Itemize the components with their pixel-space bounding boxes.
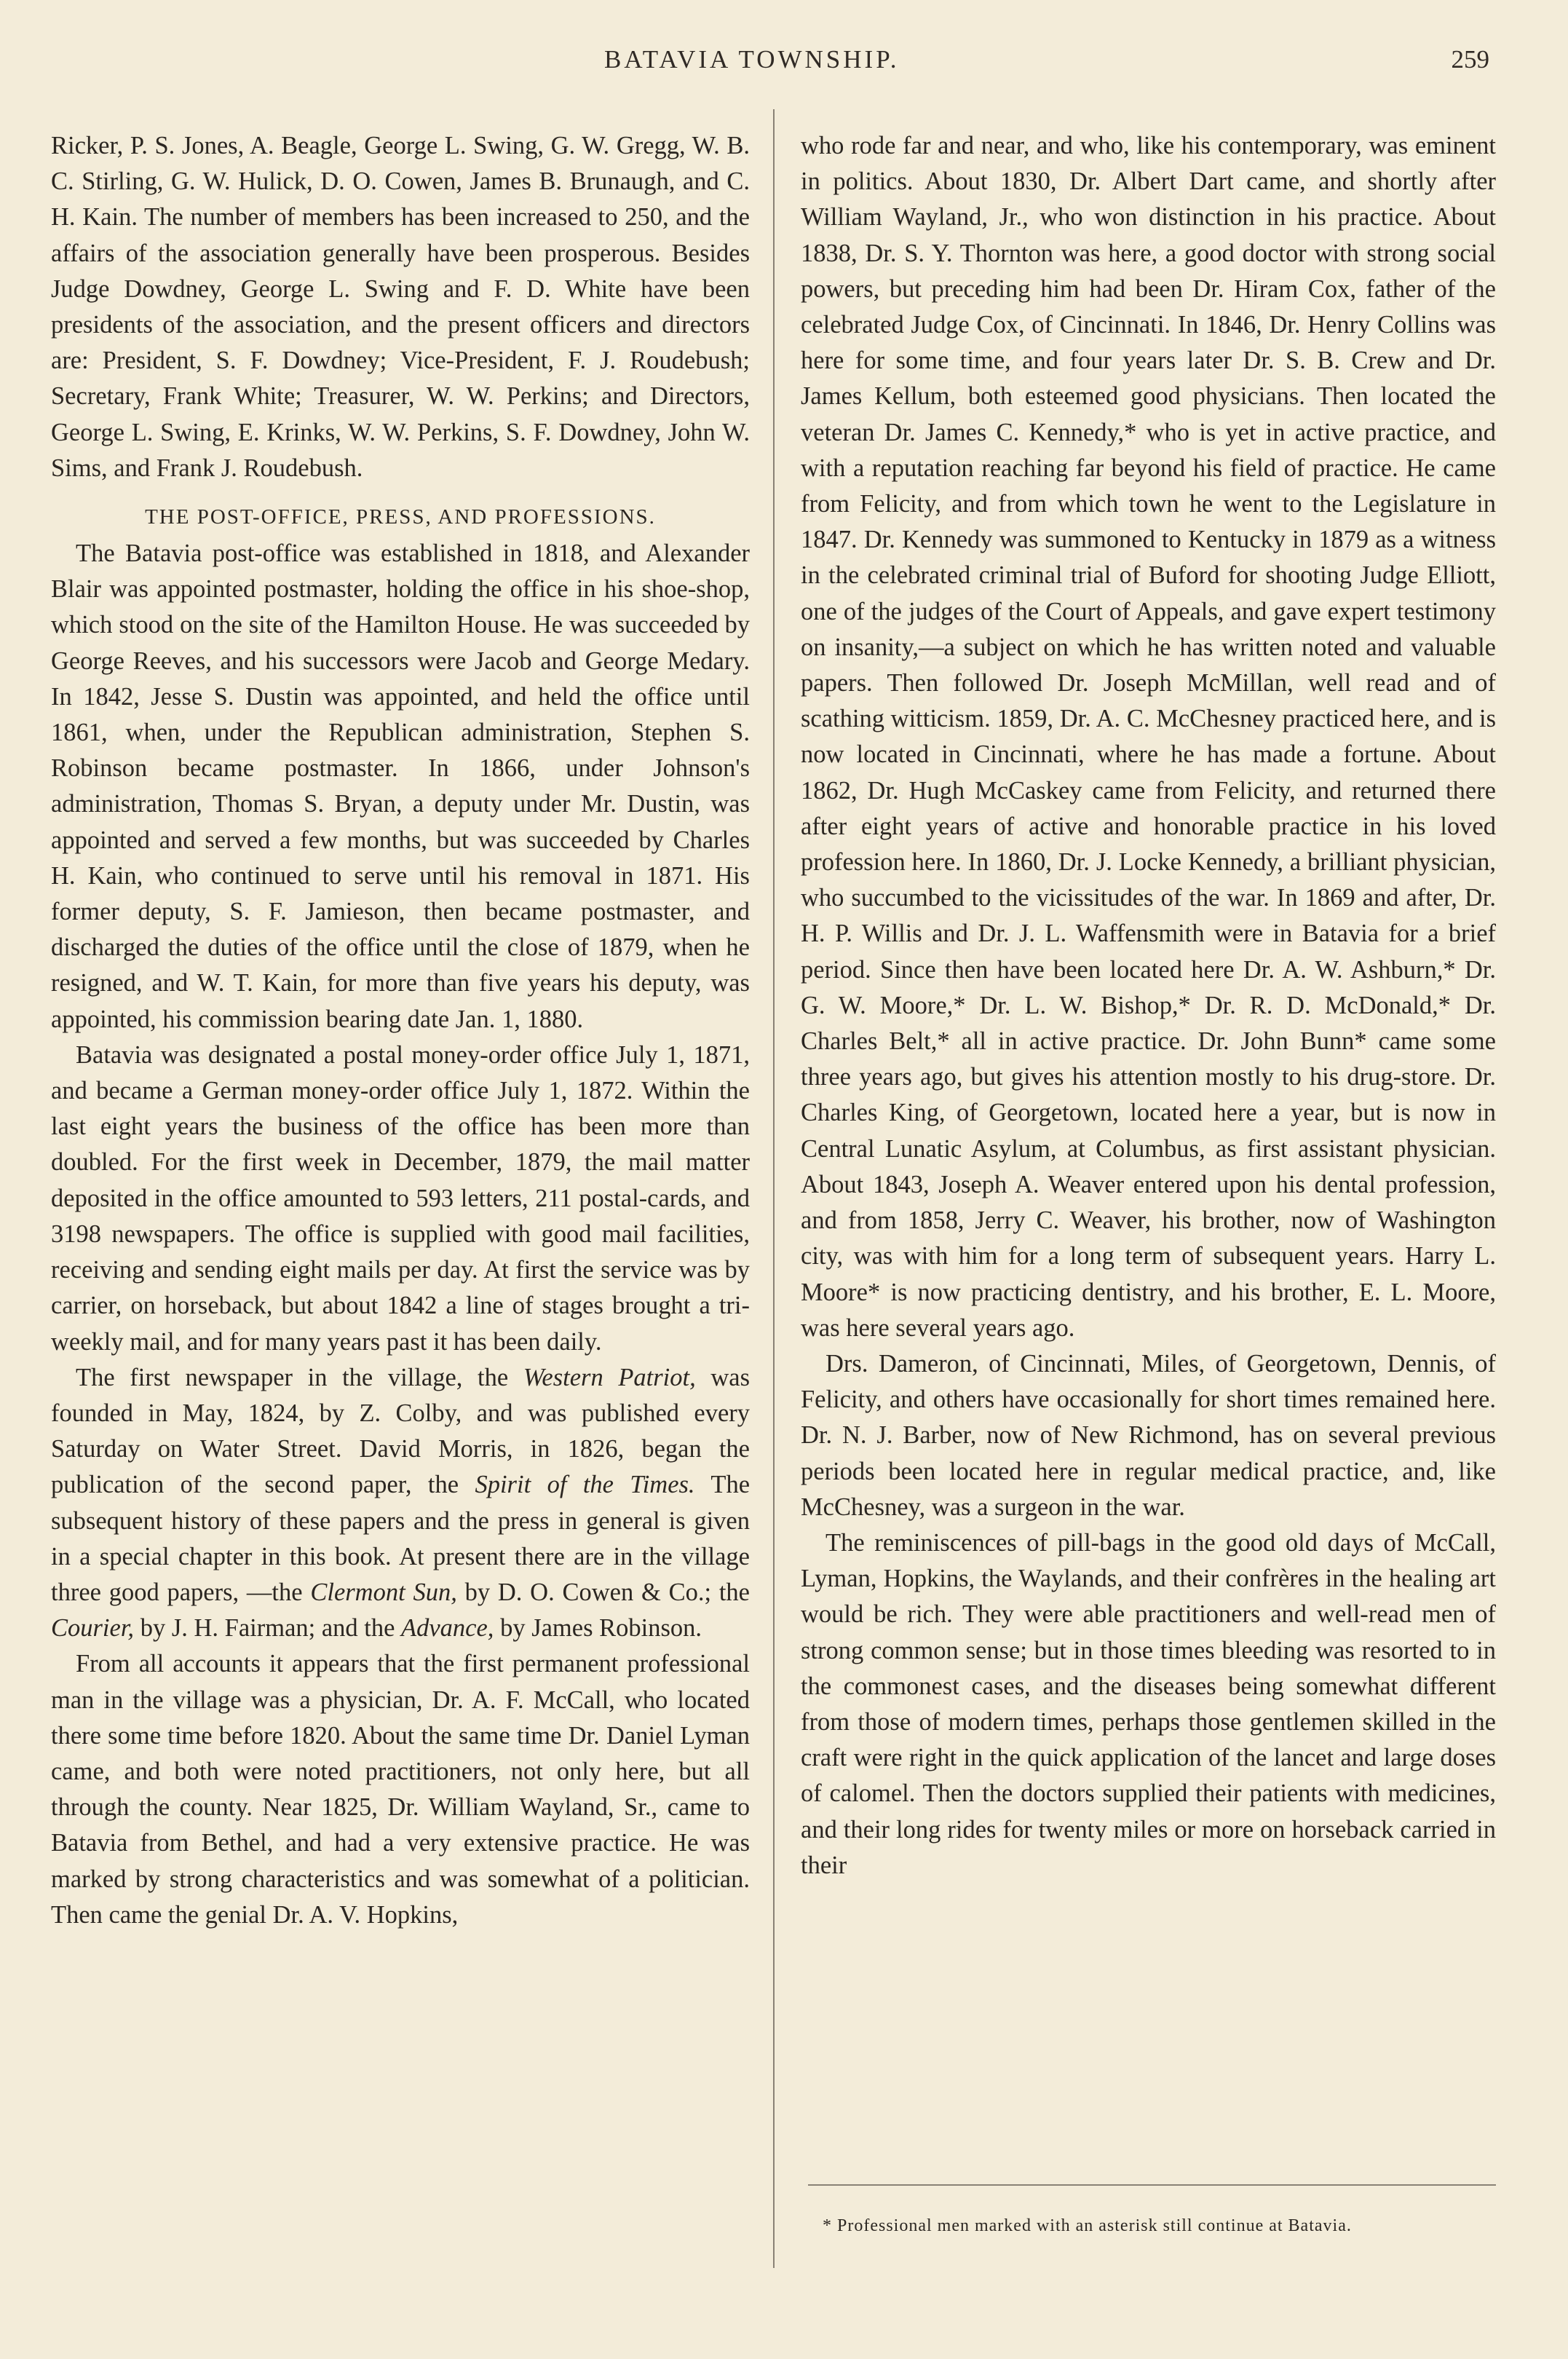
footnote: * Professional men marked with an asterisk still continue at Batavia. (823, 2216, 1352, 2235)
paragraph-association-officers: Ricker, P. S. Jones, A. Beagle, George L. Swing, G. W. Gregg, W. B. C. Stirling, G. W. Hulick, D. O. Cowen, James B. Brunaugh, and C. H. Kain. The number of members has been increased to 250, and the affairs of the association generally have been prosperous. Besides Judge Dowdney, George L. Swing and F. D. White have been presidents of the association, and the present officers and directors are: President, S. F. Dowdney; Vice-President, F. J. Roudebush; Secretary, Frank White; Treasurer, W. W. Perkins; and Directors, George L. Swing, E. Krinks, W. W. Perkins, S. F. Dowdney, John W. Sims, and Frank J. Roudebush. (51, 132, 750, 482)
section-heading: THE POST-OFFICE, PRESS, AND PROFESSIONS. (145, 505, 656, 529)
text-run: The subsequent history of these papers and the press in general is given in a special chapter in this book. At present there are in the village three good papers, —the (51, 1471, 751, 1606)
newspaper-title: Spirit of the Times. (475, 1471, 695, 1499)
column-divider (773, 109, 775, 2268)
newspaper-title: Courier, (51, 1614, 135, 1643)
running-title: BATAVIA TOWNSHIP. (604, 45, 900, 74)
paragraph-visiting-doctors: Drs. Dameron, of Cincinnati, Miles, of Georgetown, Dennis, of Felicity, and others have occasionally for short times remained here. Dr. N. J. Barber, now of New Richmond, has on several previous periods been located here in regular medical practice, and, like McChesney, was a surgeon in the war. (801, 1349, 1496, 1521)
paragraph-pill-bags: The reminiscences of pill-bags in the good old days of McCall, Lyman, Hopkins, the Waylands, and their confrères in the healing art would be rich. They were able practitioners and well-read men of strong common sense; but in those times bleeding was resorted to in the commonest cases, and the diseases being somewhat different from those of modern times, perhaps those gentlemen skilled in the craft were right in the quick application of the lancet and large doses of calomel. Then the doctors supplied their patients with medicines, and their long rides for twenty miles or more on horseback carried in their (801, 1528, 1496, 1879)
right-column (801, 128, 1496, 1884)
paragraph-newspapers (51, 1360, 750, 1647)
paragraph-first-physicians: From all accounts it appears that the first permanent professional man in the village was a physician, Dr. A. F. McCall, who located there some time before 1820. About the same time Dr. Daniel Lyman came, and both were noted practitioners, not only here, but all through the county. Near 1825, Dr. William Wayland, Sr., came to Batavia from Bethel, and had a very extensive practice. He was marked by strong characteristics and was somewhat of a politician. Then came the genial Dr. A. V. Hopkins, (51, 1650, 750, 1929)
newspaper-title: Advance, (401, 1614, 494, 1643)
text-run: was founded in May, 1824, by Z. Colby, and was published every Saturday on Water Street. David Morris, in 1826, began the publication of the second paper, the (51, 1363, 751, 1499)
page-header (0, 45, 1568, 82)
text-run: by D. O. Cowen & Co.; the (456, 1578, 750, 1606)
text-run: The first newspaper in the village, the (76, 1363, 523, 1391)
footnote-rule (808, 2184, 1496, 2186)
paragraph-post-office-history: The Batavia post-office was established in 1818, and Alexander Blair was appointed postmaster, holding the office in his shoe-shop, which stood on the site of the Hamilton House. He was succeeded by George Reeves, and his successors were Jacob and George Medary. In 1842, Jesse S. Dustin was appointed, and held the office until 1861, when, under the Republican administration, Stephen S. Robinson became postmaster. In 1866, under Johnson's administration, Thomas S. Bryan, a deputy under Mr. Dustin, was appointed and served a few months, but was succeeded by Charles H. Kain, who continued to serve until his removal in 1871. His former deputy, S. F. Jamieson, then became postmaster, and discharged the duties of the office until the close of 1879, when he resigned, and W. T. Kain, for more than five years his deputy, was appointed, his commission bearing date Jan. 1, 1880. (51, 540, 750, 1033)
newspaper-title: Western Patriot, (523, 1363, 696, 1391)
text-run: by J. H. Fairman; and the (134, 1614, 402, 1643)
left-column (51, 128, 750, 1933)
paragraph-physicians-continued: who rode far and near, and who, like his contemporary, was eminent in politics. About 1830, Dr. Albert Dart came, and shortly after William Wayland, Jr., who won distinction in his practice. About 1838, Dr. S. Y. Thornton was here, a good doctor with strong social powers, but preceding him had been Dr. Hiram Cox, father of the celebrated Judge Cox, of Cincinnati. In 1846, Dr. Henry Collins was here for some time, and four years later Dr. S. B. Crew and Dr. James Kellum, both esteemed good physicians. Then located the veteran Dr. James C. Kennedy,* who is yet in active practice, and with a reputation reaching far beyond his field of practice. He came from Felicity, and from which town he went to the Legislature in 1847. Dr. Kennedy was summoned to Kentucky in 1879 as a witness in the celebrated criminal trial of Buford for shooting Judge Elliott, one of the judges of the Court of Appeals, and gave expert testimony on insanity,—a subject on which he has written noted and valuable papers. Then followed Dr. Joseph McMillan, well read and of scathing witticism. 1859, Dr. A. C. McChesney practiced here, and is now located in Cincinnati, where he has made a fortune. About 1862, Dr. Hugh McCaskey came from Felicity, and returned there after eight years of active and honorable practice in his loved profession here. In 1860, Dr. J. Locke Kennedy, a brilliant physician, who succumbed to the vicissitudes of the war. In 1869 and after, Dr. H. P. Willis and Dr. J. L. Waffensmith were in Batavia for a brief period. Since then have been located here Dr. A. W. Ashburn,* Dr. G. W. Moore,* Dr. L. W. Bishop,* Dr. R. D. McDonald,* Dr. Charles Belt,* all in active practice. Dr. John Bunn* came some three years ago, but gives his attention mostly to his drug-store. Dr. Charles King, of Georgetown, located here a year, but is now in Central Lunatic Asylum, at Columbus, as first assistant physician. About 1843, Joseph A. Weaver entered upon his dental profession, and from 1858, Jerry C. Weaver, his brother, now of Washington city, was with him for a long term of subsequent years. Harry L. Moore* is now practicing dentistry, and his brother, E. L. Moore, was here several years ago. (801, 132, 1496, 1342)
text-run: by James Robinson. (494, 1614, 702, 1643)
paragraph-money-order-office: Batavia was designated a postal money-order office July 1, 1871, and became a German money-order office July 1, 1872. Within the last eight years the business of the office has been more than doubled. For the first week in December, 1879, the mail matter deposited in the office amounted to 593 letters, 211 postal-cards, and 3198 newspapers. The office is supplied with good mail facilities, receiving and sending eight mails per day. At first the service was by carrier, on horseback, but about 1842 a line of stages brought a tri-weekly mail, and for many years past it has been daily. (51, 1040, 750, 1356)
page-number: 259 (1451, 45, 1489, 74)
newspaper-title: Clermont Sun, (310, 1578, 457, 1606)
